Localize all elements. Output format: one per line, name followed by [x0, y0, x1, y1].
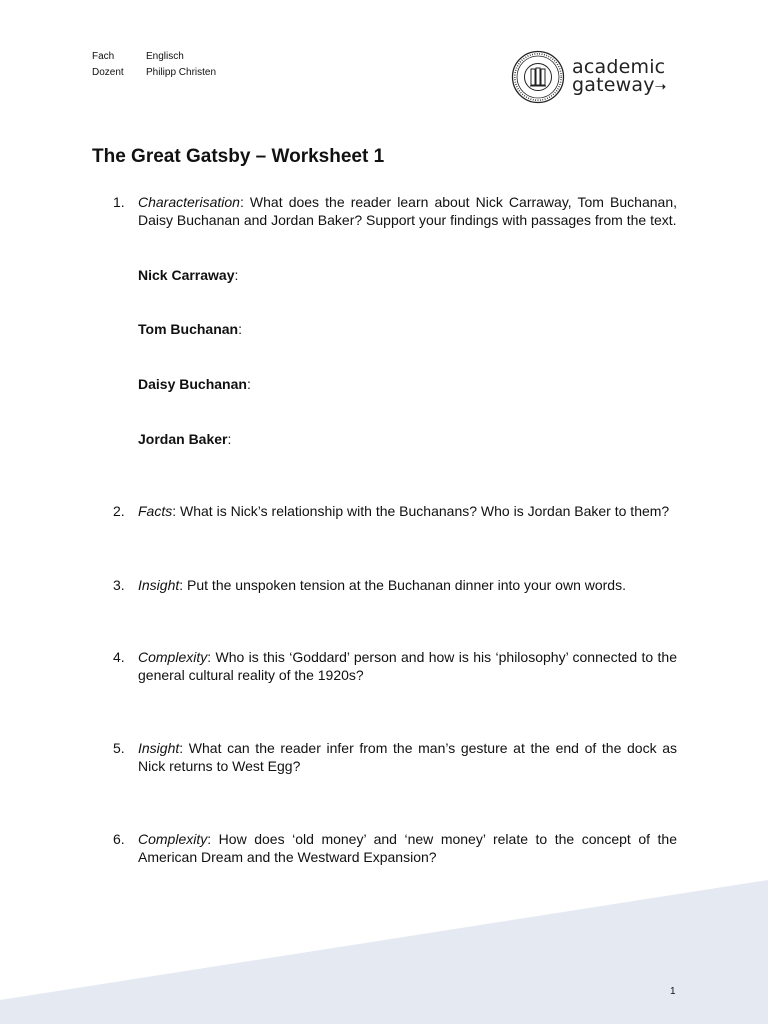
question-label: Characterisation [138, 194, 240, 210]
question-label: Facts [138, 503, 173, 519]
character-daisy-buchanan [138, 375, 251, 393]
question-body: : Put the unspoken tension at the Buchanan dinner into your own words. [179, 577, 626, 593]
question-number: 5. [113, 740, 125, 756]
meta-row-lecturer [92, 65, 216, 81]
question-number: 4. [113, 649, 125, 665]
question-body: : Who is this ‘Goddard’ person and how is his ‘philosophy’ connected to the general cultural reality of the 1920s? [138, 649, 677, 683]
question-body: : What does the reader learn about Nick Carraway, Tom Buchanan, Daisy Buchanan and Jordan Baker? Support your findings with passages from the text. [138, 194, 677, 228]
question-3 [113, 576, 677, 594]
colon: : [227, 431, 232, 447]
academic-gateway-logo [511, 50, 667, 104]
question-text [138, 193, 677, 229]
question-body: : What is Nick’s relationship with the Buchanans? Who is Jordan Baker to them? [172, 503, 670, 519]
question-text [138, 739, 677, 775]
seal-icon [511, 50, 565, 104]
logo-line-gateway [572, 76, 667, 96]
logo-line-academic: academic [572, 56, 666, 78]
character-name: Daisy Buchanan [138, 376, 247, 392]
meta-value: Englisch [146, 51, 184, 62]
character-tom-buchanan [138, 320, 242, 338]
question-text [138, 830, 677, 866]
character-name: Nick Carraway [138, 267, 235, 283]
meta-value: Philipp Christen [146, 67, 217, 78]
question-text [138, 502, 677, 520]
worksheet-title: The Great Gatsby – Worksheet 1 [92, 146, 385, 167]
question-number: 2. [113, 503, 125, 519]
question-label: Complexity [138, 649, 208, 665]
arrow-right-icon: ➝ [654, 79, 667, 95]
question-text [138, 648, 677, 684]
character-name: Jordan Baker [138, 431, 228, 447]
meta-row-subject [92, 49, 216, 65]
meta-key: Dozent [92, 67, 124, 78]
colon: : [238, 321, 242, 337]
question-number: 3. [113, 577, 125, 593]
question-number: 6. [113, 831, 125, 847]
meta-key: Fach [92, 51, 115, 62]
question-label: Insight [138, 740, 180, 756]
question-2 [113, 502, 677, 520]
logo-word-gateway: gateway [572, 74, 655, 96]
question-label: Insight [138, 577, 180, 593]
document-meta [92, 49, 216, 81]
logo-wordmark [572, 58, 667, 96]
question-6 [113, 830, 677, 866]
question-5 [113, 739, 677, 775]
question-label: Complexity [138, 831, 208, 847]
character-jordan-baker [138, 430, 231, 448]
question-body: : What can the reader infer from the man’s gesture at the end of the dock as Nick returns to West Egg? [138, 740, 677, 774]
colon: : [234, 267, 239, 283]
question-1 [113, 193, 677, 229]
question-body: : How does ‘old money’ and ‘new money’ relate to the concept of the American Dream and the Westward Expansion? [138, 831, 677, 865]
page-number: 1 [670, 986, 676, 997]
question-4 [113, 648, 677, 684]
character-nick-carraway [138, 266, 238, 284]
question-text [138, 576, 677, 594]
colon: : [246, 376, 251, 392]
question-number: 1. [113, 194, 125, 210]
character-name: Tom Buchanan [138, 321, 239, 337]
